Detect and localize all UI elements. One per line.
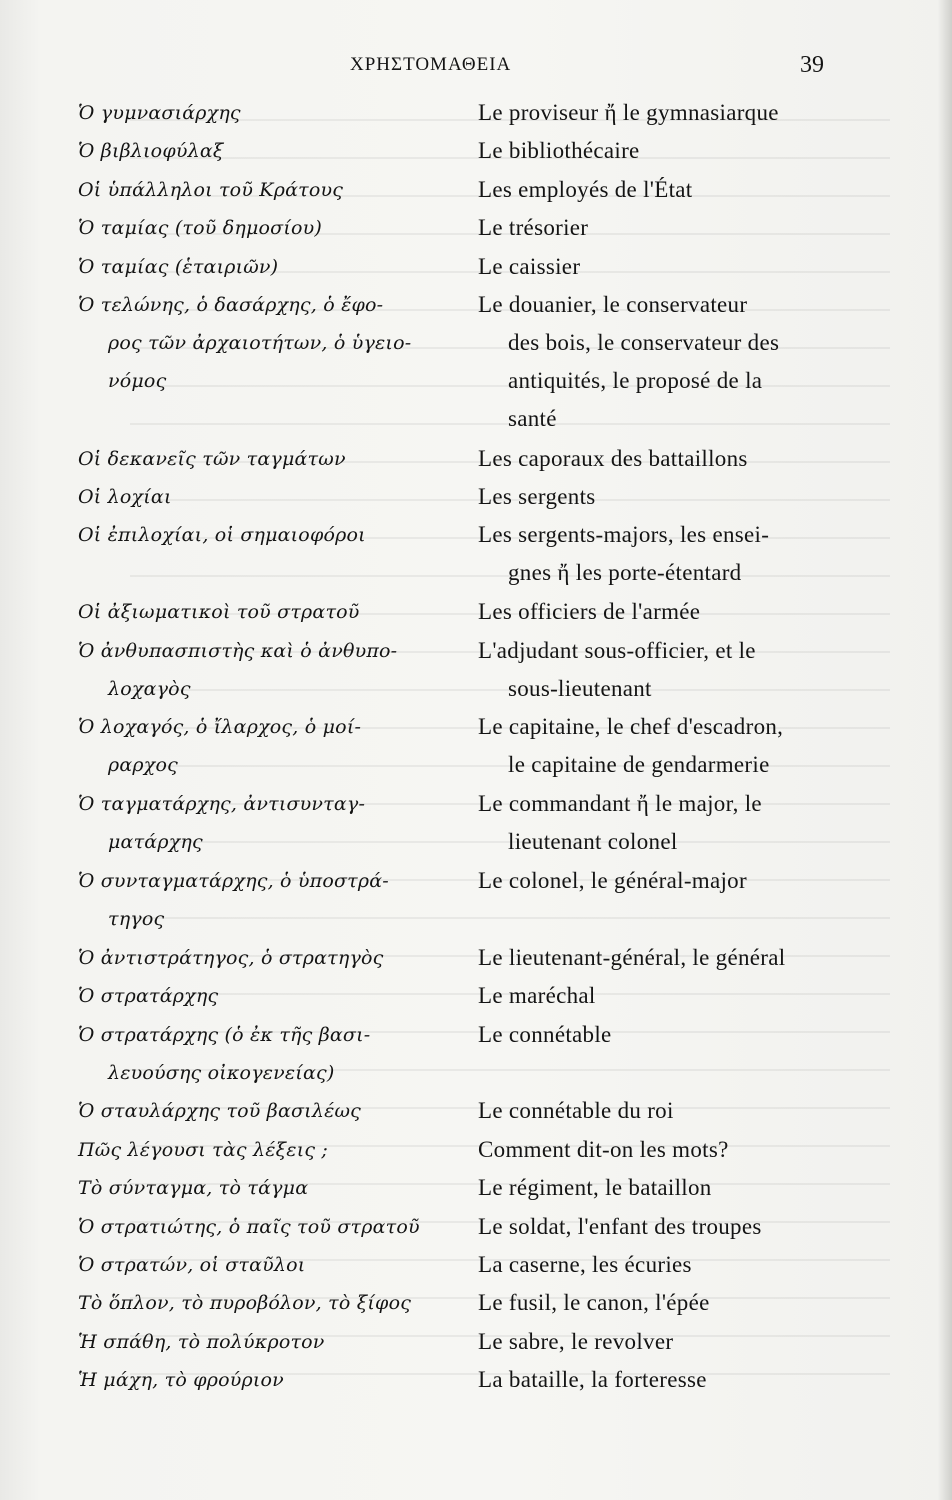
page-number: 39	[800, 52, 824, 78]
greek-term	[78, 1246, 466, 1284]
french-line: gnes ἤ les porte-étentard	[508, 560, 742, 586]
greek-line: Οἱ δεκανεῖς τῶν ταγμάτων	[78, 447, 346, 470]
greek-term	[78, 593, 466, 631]
french-line: lieutenant colonel	[508, 829, 678, 855]
french-line: Le bibliothécaire	[478, 138, 640, 164]
french-translation	[478, 1092, 840, 1130]
page-edge	[938, 0, 952, 1500]
french-translation	[478, 132, 840, 170]
greek-term	[78, 977, 466, 1015]
french-translation	[478, 1131, 840, 1169]
greek-line: Ὁ σταυλάρχης τοῦ βασιλέως	[78, 1100, 361, 1123]
french-line: La caserne, les écuries	[478, 1252, 692, 1277]
greek-term	[78, 1208, 466, 1246]
french-line: L'adjudant sous-officier, et le	[478, 637, 756, 663]
french-translation	[478, 785, 840, 861]
greek-line: λευούσης οἰκογενείας)	[108, 1061, 335, 1084]
greek-line: Ὁ ταγματάρχης, ἀντισυνταγ-	[78, 793, 366, 816]
french-translation	[478, 632, 840, 708]
french-line: Le colonel, le général-major	[478, 868, 747, 893]
french-line: des bois, le conservateur des	[508, 330, 780, 355]
greek-line: Ὁ ταμίας (τοῦ δημοσίου)	[78, 217, 323, 240]
french-line: Comment dit-on les mots?	[478, 1136, 729, 1162]
french-translation	[478, 939, 840, 977]
greek-line: Ὁ ἀντιστράτηγος, ὁ στρατηγὸς	[78, 946, 384, 969]
french-line: Les officiers de l'armée	[478, 599, 701, 625]
greek-line: Ὁ στρατάρχης	[78, 985, 219, 1008]
greek-term	[78, 1016, 466, 1092]
greek-line: Ὁ στρατών, οἱ σταῦλοι	[78, 1254, 306, 1276]
greek-line: Ὁ συνταγματάρχης, ὁ ὑποστρά-	[78, 870, 389, 892]
greek-line: Ὁ ἀνθυπασπιστὴς καὶ ὁ ἀνθυπο-	[78, 639, 398, 662]
french-line: sous-lieutenant	[508, 675, 652, 701]
french-line: santé	[508, 406, 557, 431]
greek-term	[78, 516, 466, 554]
greek-term	[78, 248, 466, 286]
french-translation	[478, 593, 840, 631]
french-translation	[478, 440, 840, 478]
greek-term	[78, 939, 466, 977]
greek-line: Τὸ σύνταγμα, τὸ τάγμα	[78, 1177, 309, 1200]
french-translation	[478, 516, 840, 592]
french-translation	[478, 94, 840, 132]
french-translation	[478, 248, 840, 286]
french-line: Les sergents	[478, 484, 596, 509]
greek-line: Οἱ λοχίαι	[78, 486, 172, 508]
greek-term	[78, 209, 466, 247]
french-line: Le capitaine, le chef d'escadron,	[478, 714, 784, 740]
greek-line: Ὁ ταμίας (ἑταιριῶν)	[78, 255, 279, 278]
greek-term	[78, 785, 466, 861]
greek-term	[78, 171, 466, 209]
french-line: La bataille, la forteresse	[478, 1367, 707, 1393]
greek-term	[78, 708, 466, 784]
greek-line: τηγος	[108, 908, 165, 930]
greek-line: Ὁ γυμνασιάρχης	[78, 102, 241, 124]
greek-line: ραρχος	[108, 754, 178, 777]
greek-term	[78, 632, 466, 708]
greek-term	[78, 94, 466, 132]
greek-term	[78, 440, 466, 478]
greek-line: Οἱ ἐπιλοχίαι, οἱ σημαιοφόροι	[78, 524, 366, 547]
greek-term	[78, 132, 466, 170]
french-line: Le proviseur ἤ le gymnasiarque	[478, 100, 779, 125]
greek-term	[78, 1361, 466, 1399]
french-translation	[478, 708, 840, 784]
greek-line: Ὁ λοχαγός, ὁ ἴλαρχος, ὁ μοί-	[78, 716, 362, 739]
french-translation	[478, 1246, 840, 1284]
french-line: Le fusil, le canon, l'épée	[478, 1290, 710, 1316]
greek-line: Πῶς λέγουσι τὰς λέξεις ;	[78, 1138, 329, 1161]
french-line: Le maréchal	[478, 983, 596, 1009]
greek-term	[78, 1092, 466, 1130]
french-translation	[478, 977, 840, 1015]
greek-line: Οἱ ὑπάλληλοι τοῦ Κράτους	[78, 178, 344, 201]
french-line: Le douanier, le conservateur	[478, 292, 748, 317]
french-line: Le caissier	[478, 253, 581, 279]
french-line: le capitaine de gendarmerie	[508, 752, 770, 778]
french-line: Les sergents-majors, les ensei-	[478, 522, 770, 548]
french-line: antiquités, le proposé de la	[508, 368, 763, 393]
greek-line: Οἱ ἀξιωματικοὶ τοῦ στρατοῦ	[78, 601, 360, 624]
greek-term	[78, 286, 466, 400]
french-translation	[478, 1169, 840, 1207]
greek-line: Ὁ στρατιώτης, ὁ παῖς τοῦ στρατοῦ	[78, 1215, 420, 1238]
greek-term	[78, 1284, 466, 1322]
greek-line: Ἡ σπάθη, τὸ πολύκροτον	[78, 1330, 325, 1353]
french-line: Le soldat, l'enfant des troupes	[478, 1213, 762, 1239]
greek-line: Ἡ μάχη, τὸ φρούριον	[78, 1369, 284, 1392]
french-line: Le lieutenant-général, le général	[478, 944, 786, 970]
greek-term	[78, 862, 466, 938]
french-line: Le connétable du roi	[478, 1098, 674, 1124]
french-line: Le sabre, le revolver	[478, 1328, 674, 1354]
greek-line: Ὁ βιβλιοφύλαξ	[78, 140, 224, 163]
greek-line: ματάρχης	[108, 831, 203, 854]
greek-term	[78, 1131, 466, 1169]
greek-term	[78, 1323, 466, 1361]
greek-line: λοχαγὸς	[108, 677, 191, 700]
french-translation	[478, 1361, 840, 1399]
french-line: Le connétable	[478, 1021, 612, 1047]
french-line: Le commandant ἤ le major, le	[478, 791, 762, 817]
french-translation	[478, 478, 840, 516]
running-title: ΧΡΗΣΤΟΜΑΘΕΙΑ	[350, 54, 512, 75]
french-translation	[478, 1323, 840, 1361]
page-header	[0, 50, 952, 84]
greek-line: Τὸ ὅπλον, τὸ πυροβόλον, τὸ ξίφος	[78, 1292, 412, 1315]
french-line: Le régiment, le bataillon	[478, 1175, 712, 1201]
french-translation	[478, 1016, 840, 1054]
greek-term	[78, 1169, 466, 1207]
french-translation	[478, 1284, 840, 1322]
french-line: Le trésorier	[478, 215, 589, 241]
french-line: Les employés de l'État	[478, 176, 693, 202]
french-line: Les caporaux des battaillons	[478, 445, 748, 471]
greek-line: Ὁ τελώνης, ὁ δασάρχης, ὁ ἔφο-	[78, 294, 384, 316]
greek-term	[78, 478, 466, 516]
french-translation	[478, 862, 840, 900]
french-translation	[478, 1208, 840, 1246]
french-translation	[478, 286, 840, 438]
french-translation	[478, 171, 840, 209]
greek-line: ρος τῶν ἀρχαιοτήτων, ὁ ὑγειο-	[108, 332, 412, 354]
greek-line: Ὁ στρατάρχης (ὁ ἐκ τῆς βασι-	[78, 1023, 371, 1046]
greek-line: νόμος	[108, 370, 167, 392]
french-translation	[478, 209, 840, 247]
